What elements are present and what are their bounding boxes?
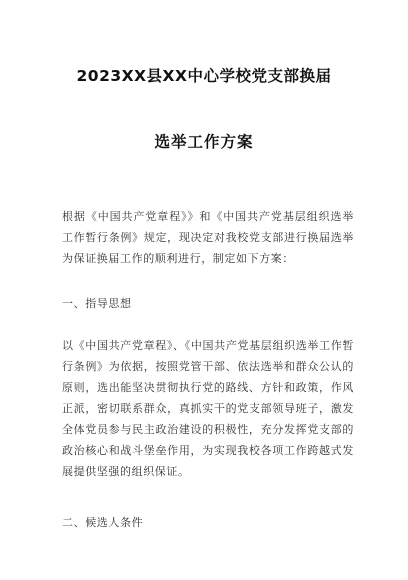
section-1-heading: 一、指导思想 [62, 297, 132, 310]
section-2-heading: 二、候选人条件 [62, 516, 144, 529]
section-1-paragraph: 以《中国共产党章程》、《中国共产党基层组织选举工作暂行条例》为依据，按照党管干部、依法选举和群众公认的原则，选出能坚决贯彻执行党的路线、方针和政策，作风正派，密切联系群众，真抓实干的党支部领导班子，激发全体党员参与民主政治建设的积极性，充分发挥党支部的政治核心和战斗堡垒作用，为实现我校各项工作跨越式发展提供坚强的组织保证。 [62, 339, 354, 478]
document-title-line-2: 选举工作方案 [154, 133, 254, 151]
document-title-line-1: 2023XX县XX中心学校党支部换届 [76, 67, 332, 85]
intro-paragraph: 根据《中国共产党章程》》和《中国共产党基层组织选举工作暂行条例》规定，现决定对我校党支部进行换届选举为保证换届工作的顺利进行，制定如下方案： [62, 210, 354, 265]
